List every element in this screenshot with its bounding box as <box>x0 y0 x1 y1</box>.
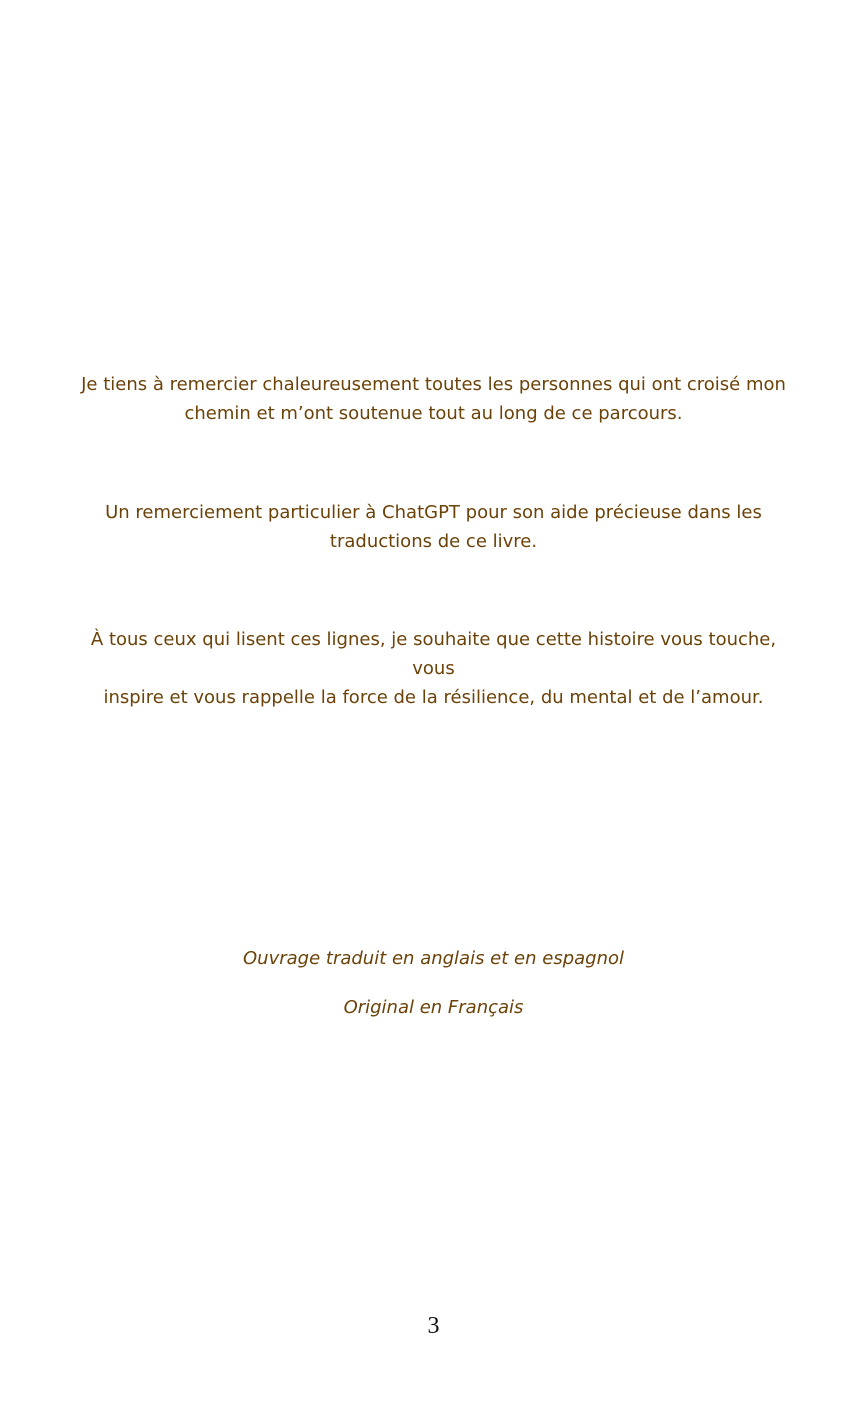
acknowledgement-paragraph-2-line-1: Un remerciement particulier à ChatGPT pour son aide précieuse dans les <box>105 502 762 523</box>
acknowledgement-paragraph-1-line-1: Je tiens à remercier chaleureusement toutes les personnes qui ont croisé mon <box>81 374 786 395</box>
acknowledgement-paragraph-1 <box>80 370 787 428</box>
acknowledgement-paragraph-3-line-2: inspire et vous rappelle la force de la résilience, du mental et de l’amour. <box>103 687 764 708</box>
page-number: 3 <box>427 1313 440 1339</box>
acknowledgement-paragraph-1-line-2: chemin et m’ont soutenue tout au long de ce parcours. <box>184 403 683 424</box>
original-language-note: Original en Français <box>343 997 524 1018</box>
translation-note: Ouvrage traduit en anglais et en espagnol <box>243 948 624 969</box>
acknowledgement-paragraph-2 <box>80 498 787 556</box>
acknowledgement-paragraph-3 <box>80 625 787 712</box>
acknowledgement-paragraph-3-line-1: À tous ceux qui lisent ces lignes, je souhaite que cette histoire vous touche, vous <box>90 629 777 679</box>
acknowledgement-paragraph-2-line-2: traductions de ce livre. <box>329 531 538 552</box>
